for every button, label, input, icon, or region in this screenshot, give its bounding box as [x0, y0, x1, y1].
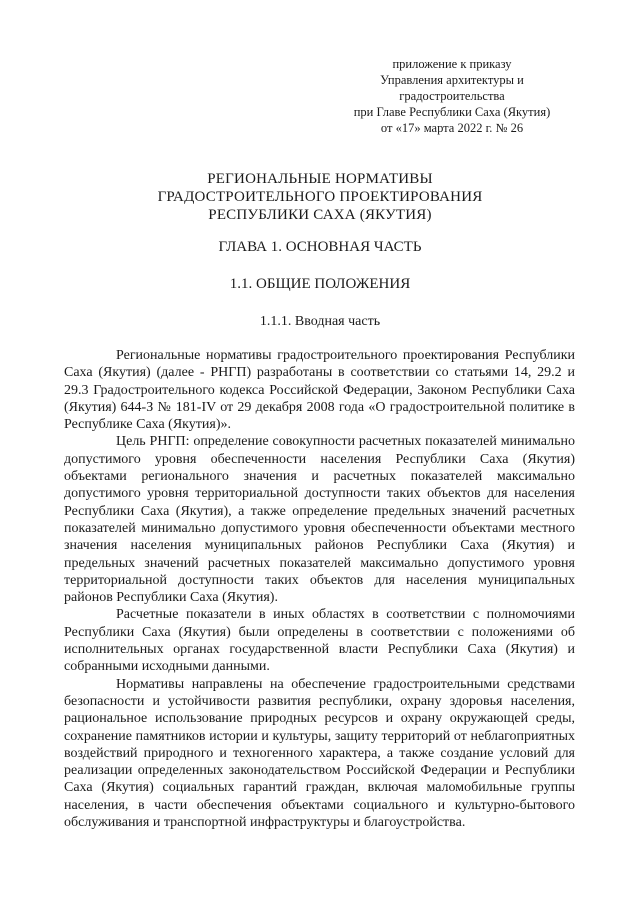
title-line: ГРАДОСТРОИТЕЛЬНОГО ПРОЕКТИРОВАНИЯ	[157, 189, 483, 205]
paragraph: Нормативы направлены на обеспечение градостроительными средствами безопасности и устойчивости развития республики, охрану здоровья населения, рациональное использование природных ресурсов и охрану окружающей среды, сохранение памятников истории и культуры, защиту территорий от неблагоприятных воздействий природного и техногенного характера, а также создание условий для реализации определенных законодательством Российской Федерации и Республики Саха (Якутия) социальных гарантий граждан, включая маломобильные группы населения, в части обеспечения объектами социального и культурно-бытового обслуживания и транспортной инфраструктуры и благоустройства.	[64, 676, 575, 831]
paragraph: Расчетные показатели в иных областях в соответствии с полномочиями Республики Саха (Якутия) были определены в соответствии с положениями об исполнительных органах государственной власти Республики Саха (Якутия) и собранными исходными данными.	[64, 607, 575, 675]
body-text	[64, 347, 575, 831]
subsection-heading: 1.1.1. Вводная часть	[259, 314, 381, 329]
annex-note	[332, 56, 572, 136]
title-line: РЕСПУБЛИКИ САХА (ЯКУТИЯ)	[208, 207, 432, 223]
chapter-heading: ГЛАВА 1. ОСНОВНАЯ ЧАСТЬ	[218, 239, 422, 255]
annex-line: градостроительства	[399, 89, 505, 103]
title-line: РЕГИОНАЛЬНЫЕ НОРМАТИВЫ	[207, 171, 433, 187]
annex-line: при Главе Республики Саха (Якутия)	[353, 105, 551, 119]
annex-line: от «17» марта 2022 г. № 26	[380, 121, 524, 135]
annex-line: Управления архитектуры и	[380, 73, 524, 87]
section-heading: 1.1. ОБЩИЕ ПОЛОЖЕНИЯ	[229, 276, 411, 292]
paragraph: Региональные нормативы градостроительного проектирования Республики Саха (Якутия) (далее - РНГП) разработаны в соответствии со статьями 14, 29.2 и 29.3 Градостроительного кодекса Российской Федерации, Законом Республики Саха (Якутия) 644-З № 181-IV от 29 декабря 2008 года «О градостроительной политике в Республике Саха (Якутия)».	[64, 348, 575, 433]
annex-line: приложение к приказу	[392, 57, 512, 71]
document-title	[0, 170, 640, 224]
paragraph: Цель РНГП: определение совокупности расчетных показателей минимально допустимого уровня обеспеченности населения Республики Саха (Якутия) объектами регионального значения и расчетных показателей максимально допустимого уровня территориальной доступности таких объектов для населения Республики Саха (Якутия), а также определение предельных значений расчетных показателей минимально допустимого уровня обеспеченности объектами местного значения населения муниципальных районов Республики Саха (Якутия) и предельных значений расчетных показателей максимально допустимого уровня территориальной доступности таких объектов для населения муниципальных районов Республики Саха (Якутия).	[64, 434, 575, 606]
